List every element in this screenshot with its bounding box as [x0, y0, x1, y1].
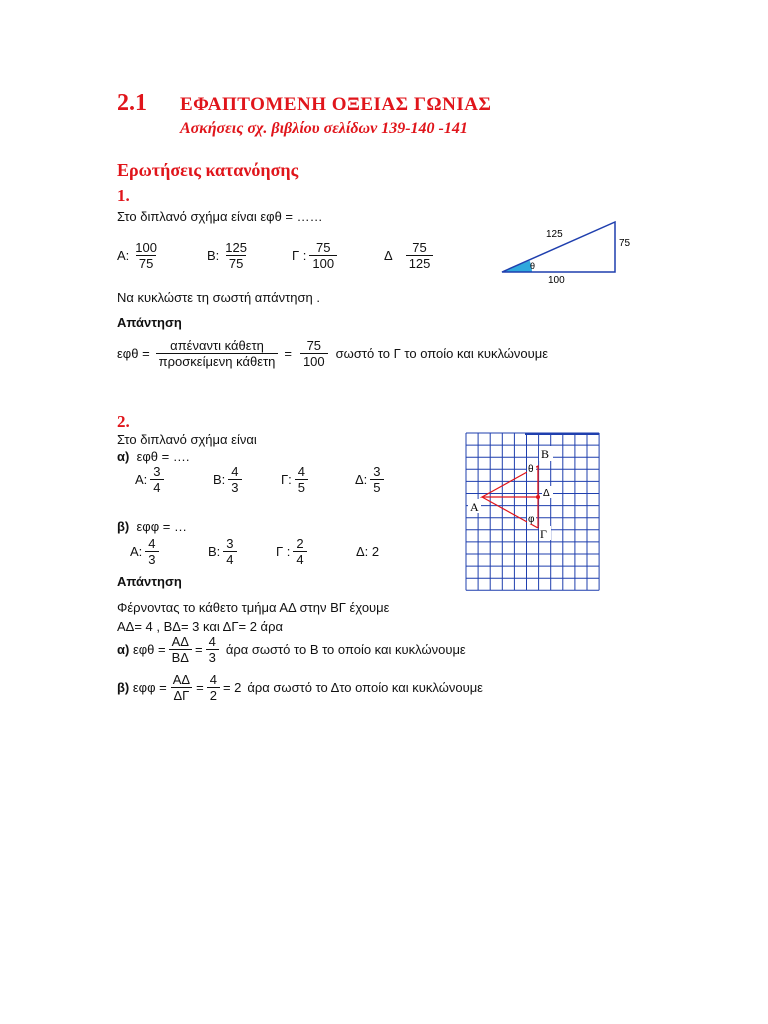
problem-2-part-a: α) εφθ = …. [117, 449, 190, 464]
option-c: Γ : $\frac{75}{100}$ [292, 240, 384, 271]
problem-2-part-b: β) εφφ = … [117, 519, 187, 534]
vertex-b-label: Β [541, 447, 550, 461]
problem-1-options [117, 240, 447, 271]
fraction: $\frac{3}{5}$ [370, 464, 383, 495]
side-label: 75 [619, 238, 631, 249]
option-b: Β: $\frac{125}{75}$ [207, 240, 292, 271]
problem-1-number: 1. [117, 186, 130, 205]
option-c: Γ : $\frac{2}{4}$ [276, 536, 356, 567]
option-a: Α: $\frac{3}{4}$ [135, 464, 213, 495]
fraction: $\frac{3}{4}$ [223, 536, 236, 567]
fraction: $\frac{2}{4}$ [293, 536, 306, 567]
problem-2-line-2: ΑΔ= 4 , ΒΔ= 3 και ΔΓ= 2 άρα [117, 619, 283, 634]
grid-figure [465, 432, 601, 600]
fraction: $\frac{4}{3}$ [145, 536, 158, 567]
vertex-a-label: Α [470, 500, 479, 514]
problem-1-answer: εφθ = $\frac{\text{απέναντι κάθετη}}{\text{προσκείμενη κάθετη}}$ = $\frac{75}{100}$ σωστό το Γ το οποίο και κυκλώνουμε [117, 338, 549, 369]
section-heading: Ερωτήσεις κατανόησης [117, 160, 299, 180]
problem-2-line-1: Φέρνοντας το κάθετο τμήμα ΑΔ στην ΒΓ έχουμε [117, 600, 390, 615]
problem-1-instruction: Να κυκλώστε τη σωστή απάντηση . [117, 290, 320, 305]
option-b: Β: $\frac{3}{4}$ [208, 536, 276, 567]
option-a: Α: $\frac{100}{75}$ [117, 240, 207, 271]
angle-phi-label: φ [528, 514, 535, 525]
fraction: $\frac{3}{4}$ [150, 464, 163, 495]
problem-2-solution-b: β) εφφ = $\frac{A\Delta}{\Delta\Gamma}$ = $\frac{4}{2}$ = 2 άρα σωστό το Δτο οποίο και κυκλώνουμε [117, 672, 483, 703]
problem-2-a-options [135, 464, 395, 495]
problem-2-answer-title: Απάντηση [117, 574, 182, 589]
fraction: $\frac{\text{απέναντι κάθετη}}{\text{προσκείμενη κάθετη}}$ [156, 338, 279, 369]
option-c: Γ: $\frac{4}{5}$ [281, 464, 355, 495]
fraction: $\frac{4}{5}$ [295, 464, 308, 495]
option-a: Α: $\frac{4}{3}$ [130, 536, 208, 567]
vertex-g-label: Γ [540, 527, 547, 541]
problem-2-number: 2. [117, 412, 130, 431]
problem-1-prompt: Στο διπλανό σχήμα είναι εφθ = …… [117, 209, 323, 224]
hypotenuse-label: 125 [546, 229, 563, 240]
option-d: Δ $\frac{75}{125}$ [384, 240, 436, 271]
fraction: $\frac{4}{3}$ [228, 464, 241, 495]
problem-2-prompt: Στο διπλανό σχήμα είναι [117, 432, 257, 447]
grid-top-edge [525, 433, 599, 435]
grid-lines [466, 433, 599, 590]
fraction: $\frac{4}{3}$ [206, 634, 219, 665]
fraction: $\frac{A\Delta}{\Delta\Gamma}$ [170, 672, 193, 703]
option-d: Δ: 2 [356, 544, 380, 559]
fraction: $\frac{A\Delta}{B\Delta}$ [169, 634, 192, 665]
section-number: 2.1 [117, 90, 147, 116]
point-d-label: Δ [543, 488, 550, 499]
point-d [536, 495, 540, 499]
problem-2-solution-a: α) εφθ = $\frac{A\Delta}{B\Delta}$ = $\frac{4}{3}$ άρα σωστό το Β το οποίο και κυκλώνουμε [117, 634, 466, 665]
fraction: $\frac{75}{125}$ [406, 240, 434, 271]
page-subtitle: Ασκήσεις σχ. βιβλίου σελίδων 139-140 -141 [180, 120, 468, 137]
option-b: Β: $\frac{4}{3}$ [213, 464, 281, 495]
option-d: Δ: $\frac{3}{5}$ [355, 464, 387, 495]
angle-theta-label: θ [528, 464, 534, 475]
angle-theta-label: θ [530, 261, 536, 271]
fraction: $\frac{4}{2}$ [207, 672, 220, 703]
triangle-figure [498, 218, 638, 288]
problem-2-b-options [130, 536, 400, 567]
fraction: $\frac{75}{100}$ [300, 338, 328, 369]
base-label: 100 [548, 275, 565, 286]
problem-1-answer-title: Απάντηση [117, 315, 182, 330]
page-title: ΕΦΑΠΤΟΜΕΝΗ ΟΞΕΙΑΣ ΓΩΝΙΑΣ [180, 94, 492, 115]
fraction: $\frac{100}{75}$ [135, 240, 157, 271]
fraction: $\frac{125}{75}$ [225, 240, 247, 271]
fraction: $\frac{75}{100}$ [309, 240, 337, 271]
